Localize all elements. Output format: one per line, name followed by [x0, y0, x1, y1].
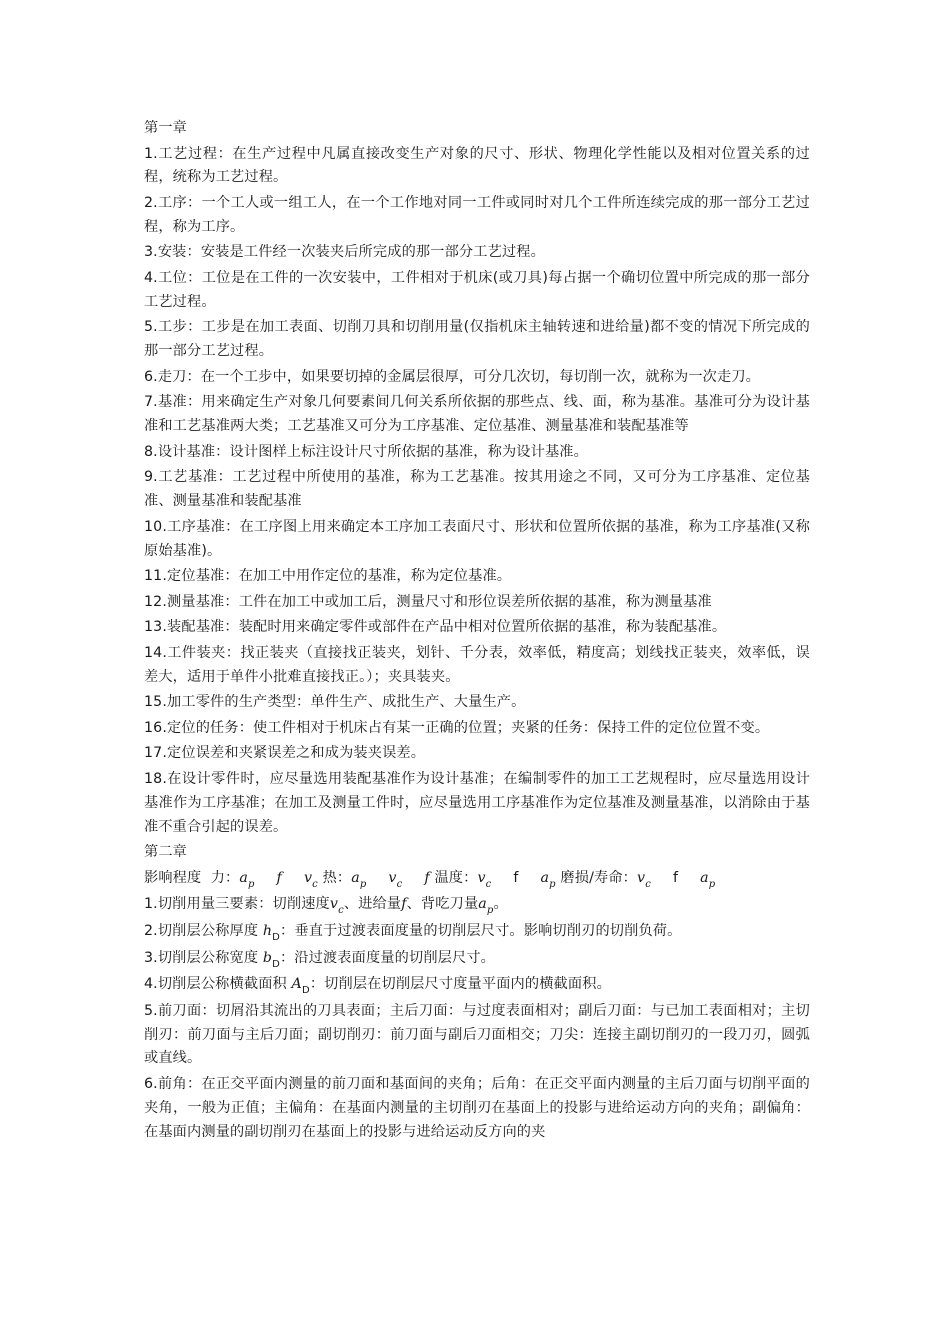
list-item: 1.工艺过程：在生产过程中凡属直接改变生产对象的尺寸、形状、物理化学性能以及相对位置关系的过程，统称为工艺过程。 — [144, 145, 810, 186]
heat-label: 热： — [322, 869, 352, 886]
sym-a: a — [239, 869, 248, 886]
sym-f: f — [276, 869, 282, 886]
sub-p: p — [359, 878, 367, 890]
sub-p: p — [247, 878, 255, 890]
sym-h: h — [262, 923, 273, 940]
influence-label: 影响程度 — [144, 869, 202, 886]
sym-a: a — [540, 869, 550, 886]
sub-d: D — [272, 932, 281, 944]
sym-b: b — [262, 949, 273, 966]
list-item: 15.加工零件的生产类型：单件生产、成批生产、大量生产。 — [144, 694, 526, 711]
sub-d: D — [272, 958, 280, 970]
list-item: 6.前角：在正交平面内测量的前刀面和基面间的夹角；后角：在正交平面内测量的主后刀面与切削平面的夹角，一般为正值；主偏角：在基面内测量的主切削刃在基面上的投影与进给运动方向的夹角；副偏角：在基面内测量的副切削刃在基面上的投影与进给运动反方向的夹 — [144, 1076, 810, 1140]
sym-v: v — [303, 869, 313, 886]
sub-c: c — [396, 878, 403, 890]
item4-text: ：切削层在切削层尺寸度量平面内的横截面积。 — [309, 976, 611, 993]
influence-line — [144, 867, 810, 892]
list-item: 3.安装：安装是工件经一次装夹后所完成的那一部分工艺过程。 — [144, 244, 545, 261]
item-area — [144, 973, 810, 998]
document-page — [144, 117, 810, 1146]
list-item: 18.在设计零件时，应尽量选用装配基准作为设计基准；在编制零件的加工工艺规程时，应尽量选用设计基准作为工序基准；在加工及测量工件时，应尽量选用工序基准作为定位基准及测量基准，以消除由于基准不重合引起的误差。 — [144, 771, 810, 835]
sub-c: c — [485, 878, 492, 890]
sym-f: f — [424, 869, 430, 886]
chapter-1-list — [144, 143, 810, 840]
force-label: 力： — [210, 869, 240, 886]
list-item: 14.工件装夹：找正装夹（直接找正装夹，划针、千分表，效率低，精度高；划线找正装夹，效率低，误差大，适用于单件小批难直接找正。）；夹具装夹。 — [144, 644, 810, 685]
sym-a-cap: A — [291, 976, 302, 993]
list-item: 7.基准：用来确定生产对象几何要素间几何关系所依据的那些点、线、面，称为基准。基准可分为设计基准和工艺基准两大类；工艺基准又可分为工序基准、定位基准、测量基准和装配基准等 — [144, 394, 810, 435]
sym-f-plain: f — [672, 869, 679, 886]
item4-prefix: 4.切削层公称横截面积 — [144, 976, 292, 993]
sym-a: a — [700, 869, 709, 886]
sym-a: a — [478, 896, 487, 913]
list-item: 5.工步：工步是在加工表面、切削刀具和切削用量(仅指机床主轴转速和进给量)都不变的情况下所完成的那一部分工艺过程。 — [144, 319, 810, 360]
item2-prefix: 2.切削层公称厚度 — [144, 923, 263, 940]
sub-c: c — [338, 905, 344, 917]
item2-text: ：垂直于过渡表面度量的切削层尺寸。影响切削刃的切削负荷。 — [280, 923, 682, 940]
sym-f: f — [401, 896, 407, 913]
sym-v: v — [388, 869, 397, 886]
sub-c: c — [645, 878, 651, 890]
list-item: 10.工序基准：在工序图上用来确定本工序加工表面尺寸、形状和位置所依据的基准，称为工序基准(又称原始基准)。 — [144, 518, 810, 559]
item1-prefix: 1.切削用量三要素：切削速度 — [144, 896, 330, 913]
list-item: 16.定位的任务：使工件相对于机床占有某一正确的位置；夹紧的任务：保持工件的定位位置不变。 — [144, 719, 770, 736]
list-item: 17.定位误差和夹紧误差之和成为装夹误差。 — [144, 745, 426, 762]
list-item: 8.设计基准：设计图样上标注设计尺寸所依据的基准，称为设计基准。 — [144, 443, 588, 460]
item-thickness — [144, 920, 810, 945]
item1-end: 。 — [493, 896, 508, 913]
sym-f-plain: f — [513, 869, 519, 886]
sub-p: p — [708, 878, 716, 890]
list-item: 2.工序：一个工人或一组工人，在一个工作地对同一工件或同时对几个工件所连续完成的那一部分工艺过程，称为工序。 — [144, 194, 810, 235]
temp-label: 温度： — [434, 869, 478, 886]
sub-d: D — [301, 985, 310, 997]
sub-p: p — [549, 878, 556, 890]
list-item: 13.装配基准：装配时用来确定零件或部件在产品中相对位置所依据的基准，称为装配基准。 — [144, 619, 727, 636]
chapter-2-list — [144, 1000, 810, 1145]
list-item: 6.走刀：在一个工步中，如果要切掉的金属层很厚，可分几次切，每切削一次，就称为一次走刀。 — [144, 368, 761, 385]
list-item: 4.工位：工位是在工件的一次安装中，工件相对于机床(或刀具)每占据一个确切位置中所完成的那一部分工艺过程。 — [144, 269, 810, 310]
list-item: 12.测量基准：工件在加工中或加工后，测量尺寸和形位误差所依据的基准，称为测量基准 — [144, 593, 712, 610]
sym-v: v — [637, 869, 646, 886]
item3-text: ：沿过渡表面度量的切削层尺寸。 — [279, 949, 496, 966]
list-item: 11.定位基准：在加工中用作定位的基准，称为定位基准。 — [144, 568, 512, 585]
item3-prefix: 3.切削层公称宽度 — [144, 949, 263, 966]
sym-v: v — [329, 896, 339, 913]
item-cutting-elements — [144, 893, 810, 918]
item-width — [144, 947, 810, 972]
list-item: 9.工艺基准：工艺过程中所使用的基准，称为工艺基准。按其用途之不同，又可分为工序基准、定位基准、测量基准和装配基准 — [144, 469, 810, 510]
sym-v: v — [477, 869, 486, 886]
wear-label: 磨损/寿命： — [560, 869, 638, 886]
chapter-2-heading: 第二章 — [144, 844, 188, 861]
item1-mid2: 、背吃刀量 — [406, 896, 479, 913]
sym-a: a — [351, 869, 360, 886]
item1-mid1: 、进给量 — [343, 896, 402, 913]
sub-p: p — [486, 905, 494, 917]
chapter-1-heading: 第一章 — [144, 120, 188, 136]
sub-c: c — [312, 878, 318, 890]
list-item: 5.前刀面：切屑沿其流出的刀具表面；主后刀面：与过度表面相对；副后刀面：与已加工表面相对；主切削刃：前刀面与主后刀面；副切削刃：前刀面与副后刀面相交；刀尖：连接主副切削刃的一段刀刃，圆弧或直线。 — [144, 1002, 810, 1067]
